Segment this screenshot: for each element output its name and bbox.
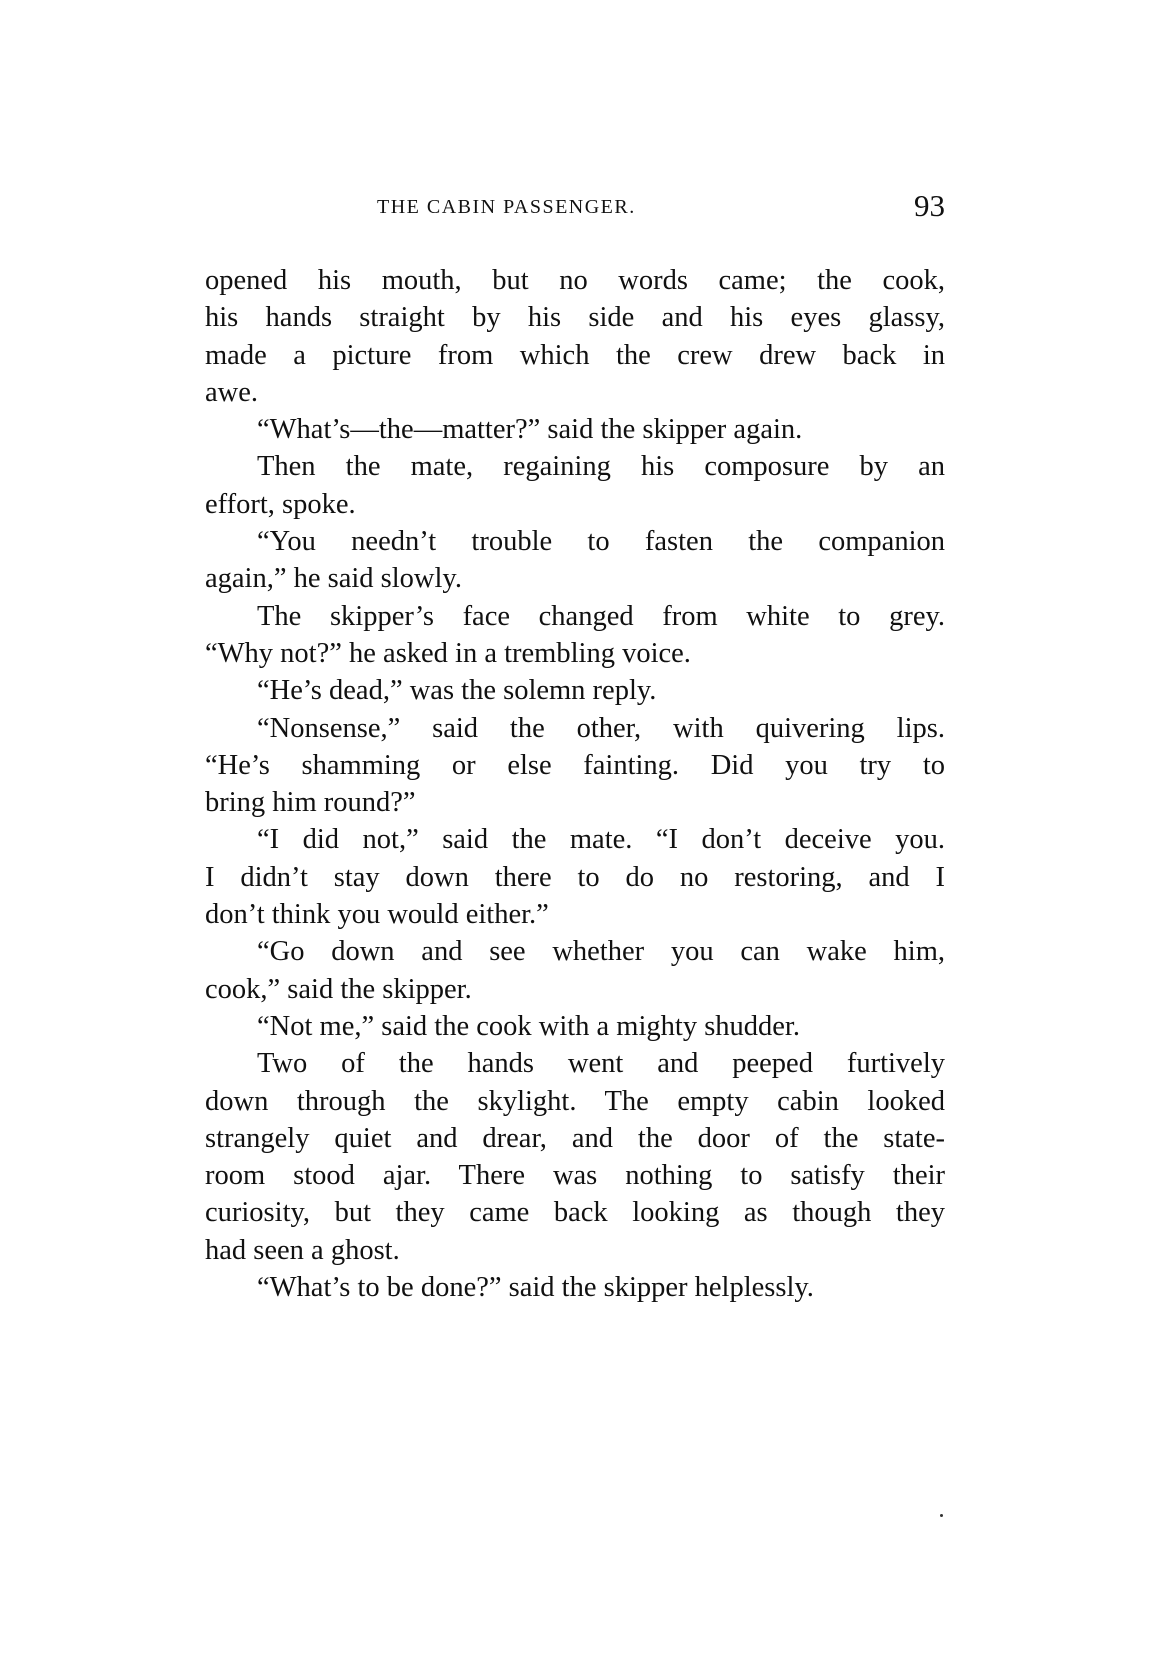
text-line: bring him round?”: [205, 787, 416, 819]
body-text: [205, 262, 945, 1306]
text-line: cook,” said the skipper.: [205, 973, 472, 1005]
text-line: “Not me,” said the cook with a mighty shudder.: [257, 1010, 800, 1042]
running-title: THE CABIN PASSENGER.: [377, 196, 636, 218]
text-line: The skipper’s face changed from white to grey.: [257, 600, 945, 632]
text-line: strangely quiet and drear, and the door of the state-: [205, 1122, 945, 1154]
text-line: “You needn’t trouble to fasten the companion: [257, 526, 945, 558]
text-line: “What’s to be done?” said the skipper helplessly.: [257, 1272, 814, 1304]
text-line: I didn’t stay down there to do no restoring, and I: [205, 861, 945, 893]
text-line: “He’s dead,” was the solemn reply.: [257, 675, 657, 707]
text-line: effort, spoke.: [205, 488, 356, 520]
text-line: “He’s shamming or else fainting. Did you try to: [205, 749, 945, 781]
text-line: awe.: [205, 376, 259, 408]
text-line: “Why not?” he asked in a trembling voice.: [205, 637, 691, 669]
text-line: down through the skylight. The empty cabin looked: [205, 1085, 945, 1117]
running-head: [205, 188, 945, 236]
text-line: Then the mate, regaining his composure by an: [257, 451, 945, 483]
text-line: room stood ajar. There was nothing to satisfy their: [205, 1160, 945, 1192]
text-line: “Nonsense,” said the other, with quivering lips.: [257, 712, 945, 744]
text-line: don’t think you would either.”: [205, 899, 549, 931]
text-line: Two of the hands went and peeped furtively: [257, 1048, 945, 1080]
text-line: again,” he said slowly.: [205, 563, 462, 595]
text-line: opened his mouth, but no words came; the cook,: [205, 265, 945, 296]
text-line: “What’s—the—matter?” said the skipper again.: [257, 414, 803, 446]
text-line: “I did not,” said the mate. “I don’t deceive you.: [257, 824, 945, 856]
printing-speck: [940, 1514, 943, 1517]
page-number: 93: [914, 188, 945, 223]
text-line: curiosity, but they came back looking as though they: [205, 1197, 945, 1229]
text-line: made a picture from which the crew drew back in: [205, 339, 945, 371]
text-line: had seen a ghost.: [205, 1234, 400, 1266]
text-line: “Go down and see whether you can wake him,: [257, 936, 945, 968]
text-line: his hands straight by his side and his eyes glassy,: [205, 302, 945, 334]
